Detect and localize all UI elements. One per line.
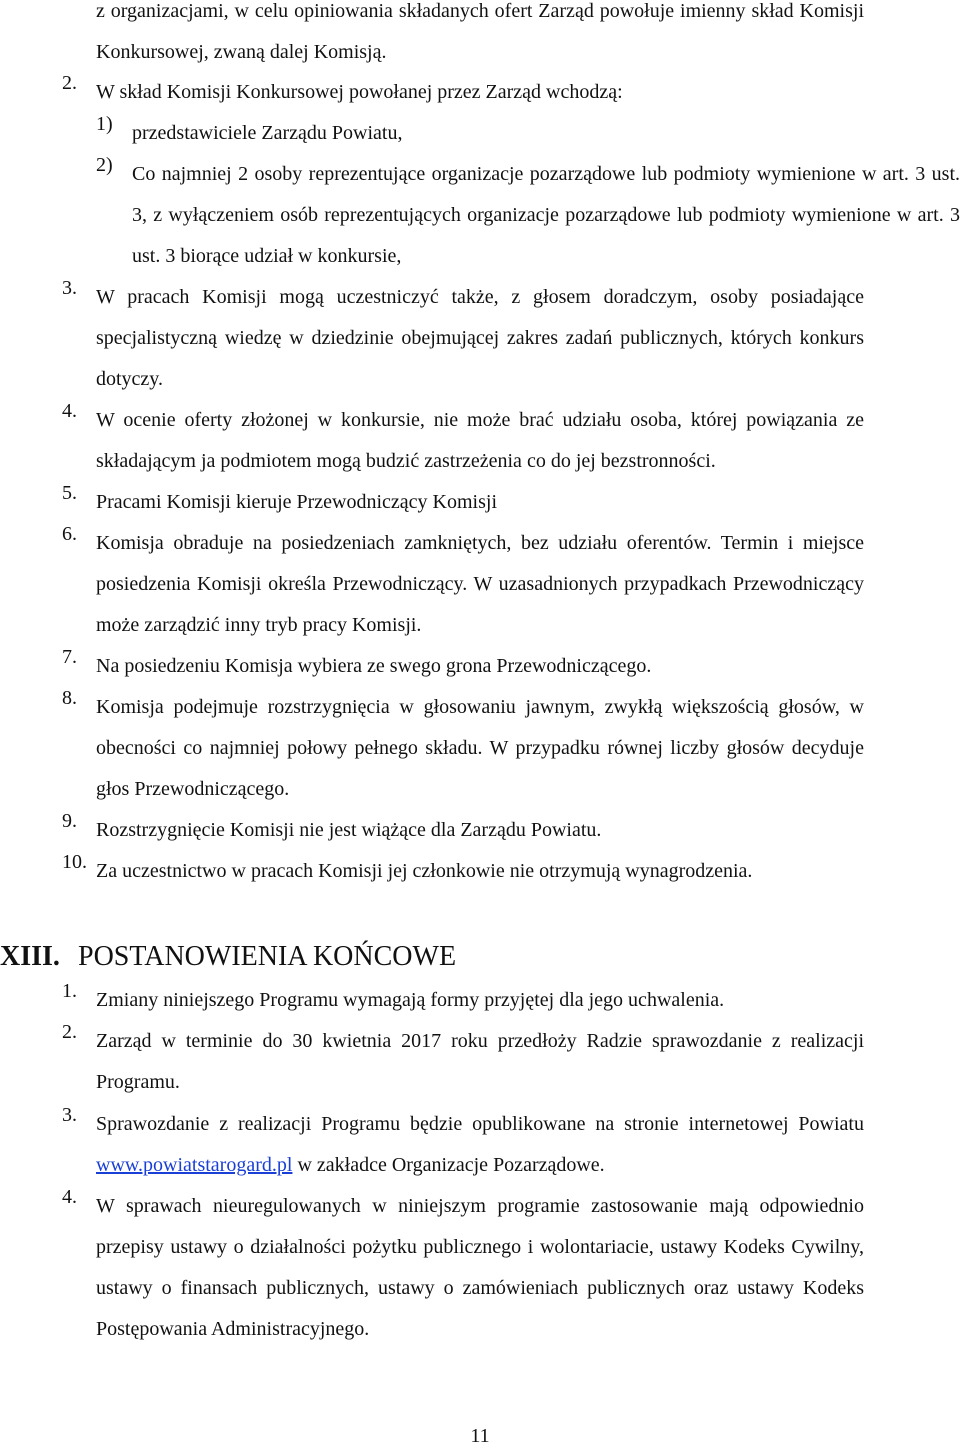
item-number: 6.: [62, 523, 77, 545]
item-text-after-link: w zakładce Organizacje Pozarządowe.: [292, 1154, 605, 1176]
item-number: 2.: [62, 72, 77, 94]
list-item: [0, 1186, 864, 1350]
list-item: [0, 851, 864, 892]
item-number: 5.: [62, 482, 77, 504]
page-number: 11: [470, 1425, 490, 1447]
list-item: [0, 810, 864, 851]
item-text: W ocenie oferty złożonej w konkursie, nie może brać udziału osoba, której powiązania ze składającym ja podmiotem mogą budzić zastrzeżenia co do jej bezstronności.: [96, 409, 864, 472]
item-number: 3.: [62, 1104, 77, 1126]
intro-paragraph: [0, 0, 864, 73]
item-text: Pracami Komisji kieruje Przewodniczący Komisji: [96, 491, 498, 513]
paragraph-text: z organizacjami, w celu opiniowania składanych ofert Zarząd powołuje imienny skład Komisji Konkursowej, zwaną dalej Komisją.: [96, 0, 864, 63]
list-item: [0, 277, 864, 400]
website-link[interactable]: www.powiatstarogard.pl: [96, 1154, 293, 1176]
item-text: W skład Komisji Konkursowej powołanej przez Zarząd wchodzą:: [96, 81, 623, 103]
item-text: Za uczestnictwo w pracach Komisji jej członkowie nie otrzymują wynagrodzenia.: [96, 860, 753, 882]
item-text: W sprawach nieuregulowanych w niniejszym programie zastosowanie mają odpowiednio przepisy ustawy o działalności pożytku publicznego i wolontariacie, ustawy Kodeks Cywilny, ustawy o finansach publicznych, ustawy o zamówieniach publicznych oraz ustawy Kodeks Postępowania Administracyjnego.: [96, 1195, 864, 1340]
item-text: [96, 1104, 864, 1186]
item-number: 3.: [62, 277, 77, 299]
item-number: 8.: [62, 687, 77, 709]
section-number: XIII.: [0, 941, 60, 972]
item-number: 1.: [62, 980, 77, 1002]
item-number: 7.: [62, 646, 77, 668]
item-number: 4.: [62, 1186, 77, 1208]
item-text: Komisja podejmuje rozstrzygnięcia w głosowaniu jawnym, zwykłą większością głosów, w obecności co najmniej połowy pełnego składu. W przypadku równej liczby głosów decyduje głos Przewodniczącego.: [96, 696, 864, 800]
item-number: 9.: [62, 810, 77, 832]
item-text: Na posiedzeniu Komisja wybiera ze swego grona Przewodniczącego.: [96, 655, 652, 677]
item-text-before-link: Sprawozdanie z realizacji Programu będzie opublikowane na stronie internetowej Powiatu: [96, 1113, 864, 1135]
sub-list-item: [0, 113, 960, 154]
list-item: [0, 482, 864, 523]
item-text: Komisja obraduje na posiedzeniach zamkniętych, bez udziału oferentów. Termin i miejsce posiedzenia Komisji określa Przewodniczący. W uzasadnionych przypadkach Przewodniczący może zarządzić inny tryb pracy Komisji.: [96, 532, 864, 636]
list-item: [0, 400, 864, 482]
list-item: [0, 646, 864, 687]
item-number: 10.: [62, 851, 87, 873]
subitem-text: Co najmniej 2 osoby reprezentujące organizacje pozarządowe lub podmioty wymienione w art. 3 ust. 3, z wyłączeniem osób reprezentujących organizacje pozarządowe lub podmioty wymienione w art. 3 ust. 3 biorące udział w konkursie,: [132, 163, 960, 267]
item-number: 2.: [62, 1021, 77, 1043]
item-number: 4.: [62, 400, 77, 422]
item-text: Zarząd w terminie do 30 kwietnia 2017 roku przedłoży Radzie sprawozdanie z realizacji Programu.: [96, 1030, 864, 1093]
item-text: Zmiany niniejszego Programu wymagają formy przyjętej dla jego uchwalenia.: [96, 989, 725, 1011]
item-text: W pracach Komisji mogą uczestniczyć także, z głosem doradczym, osoby posiadające specjalistyczną wiedzę w dziedzinie obejmującej zakres zadań publicznych, których konkurs dotyczy.: [96, 286, 864, 390]
subitem-text: przedstawiciele Zarządu Powiatu,: [132, 122, 403, 144]
item-text: Rozstrzygnięcie Komisji nie jest wiążące dla Zarządu Powiatu.: [96, 819, 602, 841]
list-item: [0, 980, 864, 1021]
list-item: [0, 72, 864, 113]
subitem-number: 1): [96, 113, 113, 135]
list-item: [0, 687, 864, 810]
section-title: POSTANOWIENIA KOŃCOWE: [78, 941, 457, 972]
list-item: [0, 523, 864, 646]
subitem-number: 2): [96, 154, 113, 176]
list-item: [0, 1104, 864, 1186]
sub-list-item: [0, 154, 960, 277]
list-item: [0, 1021, 864, 1103]
